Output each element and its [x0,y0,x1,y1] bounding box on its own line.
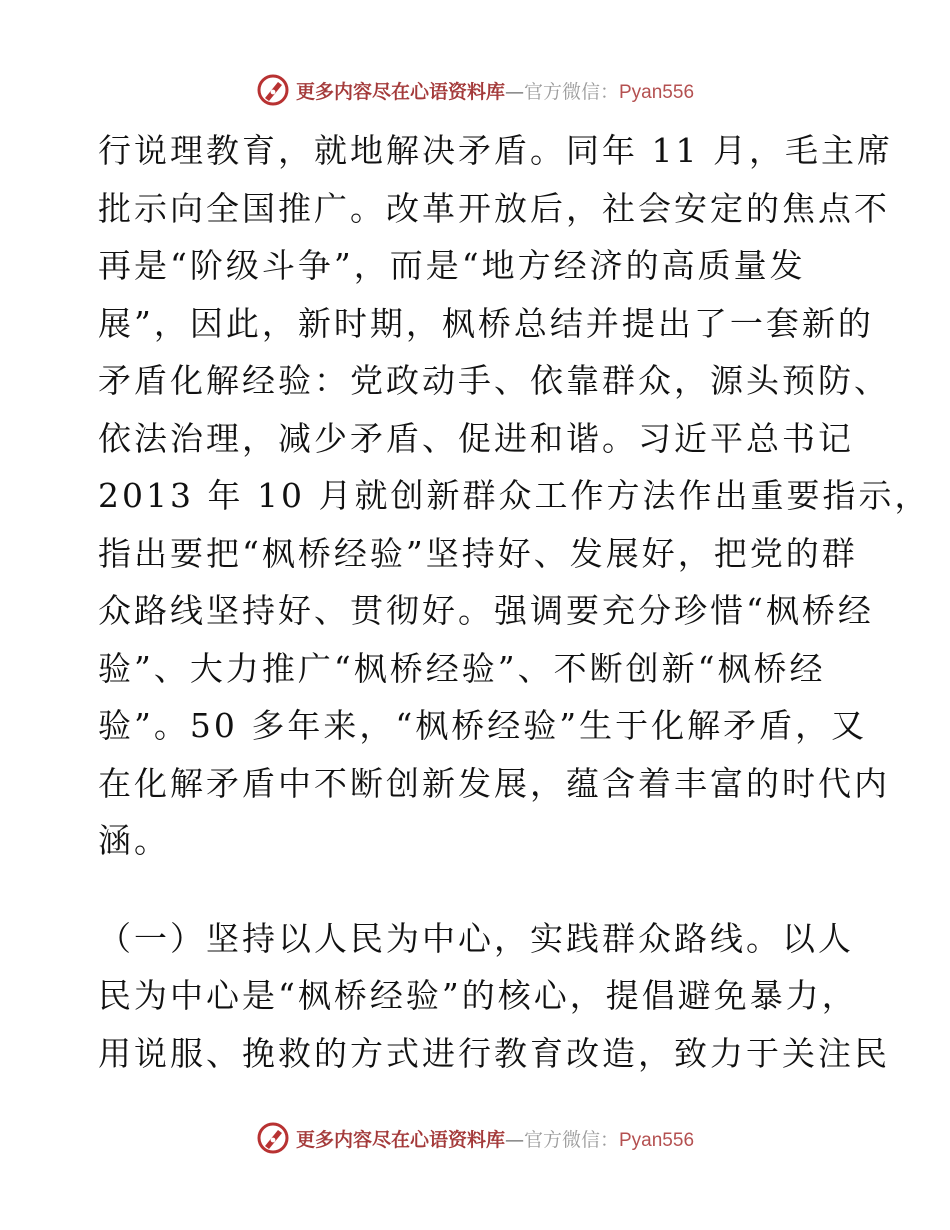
watermark-site: 更多内容尽在心语资料库 [295,80,505,103]
text-line: 验”。50 多年来，“枫桥经验”生于化解矛盾，又 [98,706,868,745]
pen-logo-icon [256,1121,290,1155]
text-line: 验”、大力推广“枫桥经验”、不断创新“枫桥经 [98,648,826,688]
watermark-label: 官方微信： [523,80,619,103]
paragraph-gap [98,870,858,910]
text-line: 依法治理，减少矛盾、促进和谐。习近平总书记 [98,418,854,458]
paragraph-1 [98,122,931,870]
text-line: 行说理教育，就地解决矛盾。同年 11 月，毛主席 [98,131,893,170]
footer-watermark [0,1118,950,1158]
document-body [98,122,931,1082]
paragraph-2 [98,910,890,1083]
text-line: 众路线坚持好、贯彻好。强调要充分珍惜“枫桥经 [98,591,874,630]
watermark-separator: — [504,80,524,103]
text-line: 矛盾化解经验：党政动手、依靠群众，源头预防、 [98,361,890,400]
text-line: 指出要把“枫桥经验”坚持好、发展好，把党的群 [98,533,858,573]
watermark-site: 更多内容尽在心语资料库 [295,1128,505,1151]
watermark-text [296,77,694,104]
watermark-separator: — [504,1128,524,1151]
pen-logo-icon [256,73,290,107]
text-line: 批示向全国推广。改革开放后，社会安定的焦点不 [98,188,890,228]
text-line: 再是“阶级斗争”，而是“地方经济的高质量发 [98,246,806,285]
text-line: （一）坚持以人民为中心，实践群众路线。以人 [98,918,854,958]
text-line: 民为中心是“枫桥经验”的核心，提倡避免暴力， [98,976,858,1015]
text-line: 涵。 [98,821,170,860]
header-watermark [0,70,950,110]
watermark-text [296,1125,694,1152]
text-line: 展”，因此，新时期，枫桥总结并提出了一套新的 [98,303,874,343]
watermark-label: 官方微信： [523,1128,619,1151]
text-line: 在化解矛盾中不断创新发展，蕴含着丰富的时代内 [98,763,890,803]
text-line: 用说服、挽救的方式进行教育改造，致力于关注民 [98,1033,890,1073]
text-line: 2013 年 10 月就创新群众工作方法作出重要指示， [98,476,931,515]
watermark-wechat-id: Pyan556 [619,1129,695,1151]
watermark-wechat-id: Pyan556 [619,81,695,103]
